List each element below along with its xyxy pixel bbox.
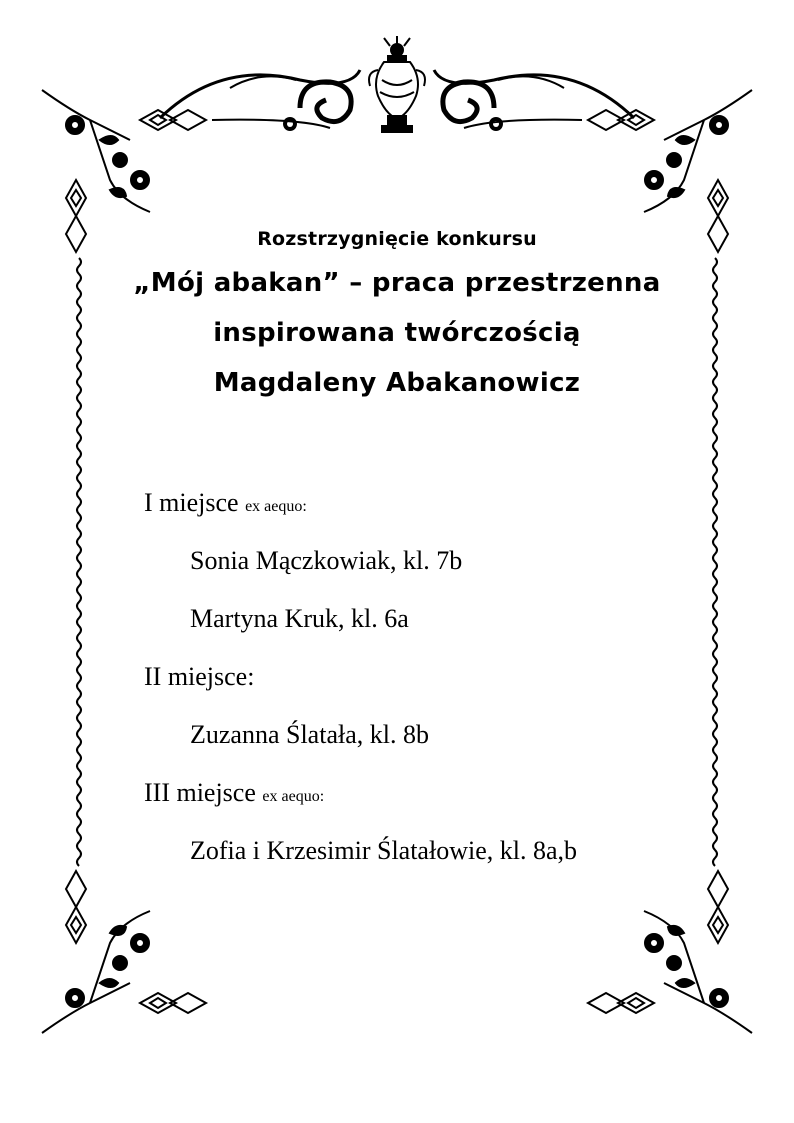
- rose-corner-icon: [42, 871, 206, 1033]
- winner-name: Sonia Mączkowiak, kl. 7b: [190, 546, 463, 575]
- winner-name: Zuzanna Ślatała, kl. 8b: [190, 720, 429, 749]
- results-list: [144, 485, 724, 891]
- title-line-1: „Mój abakan” – praca przestrzenna: [133, 268, 661, 298]
- place-label: II miejsce:: [144, 662, 255, 691]
- place-label: I miejsce: [144, 488, 239, 517]
- place-label: III miejsce: [144, 778, 256, 807]
- subtitle: Rozstrzygnięcie konkursu: [257, 228, 537, 250]
- place-heading-1: [144, 485, 724, 543]
- title-line-3: Magdaleny Abakanowicz: [213, 368, 581, 398]
- place-heading-2: [144, 659, 724, 717]
- rose-corner-icon: [588, 871, 752, 1033]
- winner-name: Martyna Kruk, kl. 6a: [190, 604, 409, 633]
- vase-ornament-icon: [369, 36, 425, 132]
- title-line-2: inspirowana twórczością: [213, 318, 581, 348]
- winner-name: Zofia i Krzesimir Ślatałowie, kl. 8a,b: [190, 836, 578, 865]
- place-note: ex aequo:: [245, 498, 307, 515]
- place-heading-3: [144, 775, 724, 833]
- left-wavy-border: [77, 258, 81, 866]
- place-note: ex aequo:: [262, 788, 325, 805]
